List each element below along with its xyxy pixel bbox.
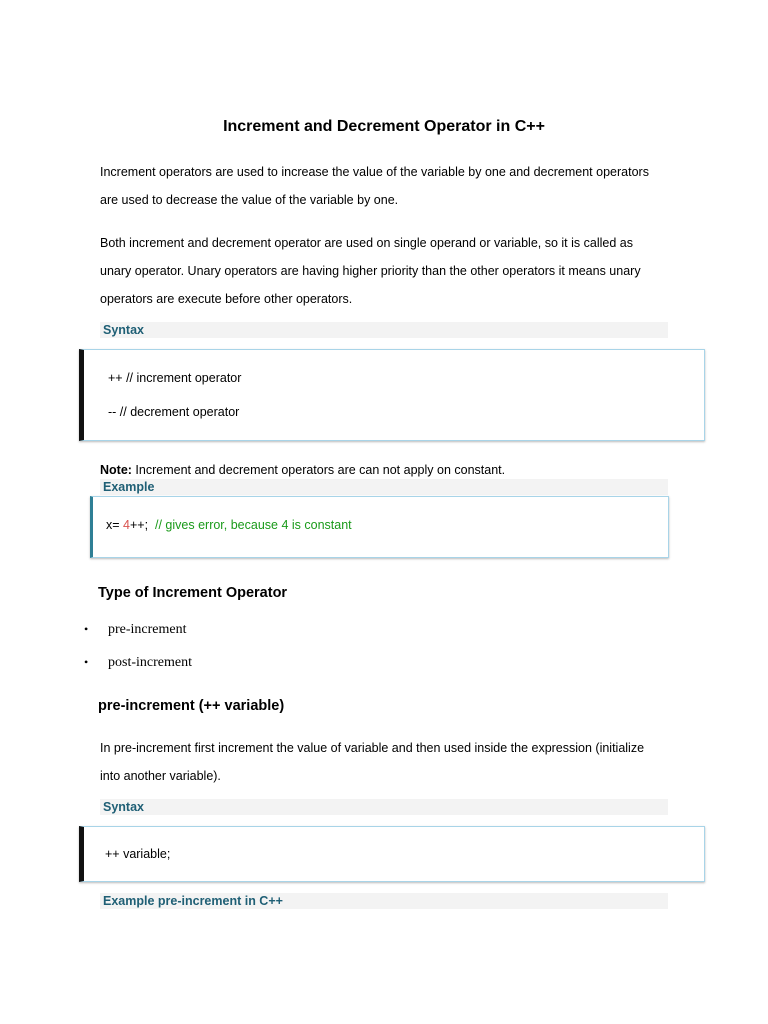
- page-title: Increment and Decrement Operator in C++: [223, 118, 545, 135]
- example-code-suffix: ++;: [129, 518, 149, 532]
- note-label: Note:: [100, 463, 132, 477]
- list-item: [84, 622, 187, 638]
- example-heading: Example: [100, 479, 668, 495]
- pre-increment-paragraph: [100, 734, 668, 790]
- syntax-variable-line: ++ variable;: [105, 847, 171, 861]
- note-text: Increment and decrement operators are can not apply on constant.: [131, 463, 506, 477]
- unary-line-3: operators are execute before other operators.: [100, 292, 353, 306]
- note-paragraph: [100, 463, 505, 477]
- unary-paragraph: [100, 229, 668, 313]
- bullet-icon: •: [84, 655, 89, 669]
- list-item-label: pre-increment: [108, 622, 187, 637]
- type-heading: Type of Increment Operator: [98, 585, 288, 601]
- example-code-box: [90, 496, 669, 558]
- example-code-comment: // gives error, because 4 is constant: [148, 518, 352, 532]
- unary-line-2: unary operator. Unary operators are having higher priority than the other operators it means unary: [100, 264, 641, 278]
- example-code-prefix: x=: [106, 518, 124, 532]
- syntax-heading-2: Syntax: [100, 799, 668, 815]
- syntax-increment-line: ++ // increment operator: [108, 371, 242, 385]
- example-code-number: 4: [123, 518, 130, 532]
- intro-paragraph: [100, 158, 668, 214]
- intro-line-2: are used to decrease the value of the variable by one.: [100, 193, 399, 207]
- syntax-heading: Syntax: [100, 322, 668, 338]
- pre-line-2: into another variable).: [100, 769, 221, 783]
- pre-increment-heading: pre-increment (++ variable): [98, 698, 285, 714]
- intro-line-1: Increment operators are used to increase the value of the variable by one and decrement operators: [100, 165, 649, 179]
- unary-line-1: Both increment and decrement operator are used on single operand or variable, so it is called as: [100, 236, 633, 250]
- example-code-line: [106, 518, 352, 532]
- pre-line-1: In pre-increment first increment the value of variable and then used inside the expression (initialize: [100, 741, 645, 755]
- syntax-code-box: [79, 349, 705, 441]
- syntax-code-box-2: [79, 826, 705, 882]
- list-item-label: post-increment: [108, 655, 192, 670]
- example-pre-increment-heading: Example pre-increment in C++: [100, 893, 668, 909]
- list-item: [84, 655, 192, 671]
- syntax-decrement-line: -- // decrement operator: [108, 405, 240, 419]
- bullet-icon: •: [84, 622, 89, 636]
